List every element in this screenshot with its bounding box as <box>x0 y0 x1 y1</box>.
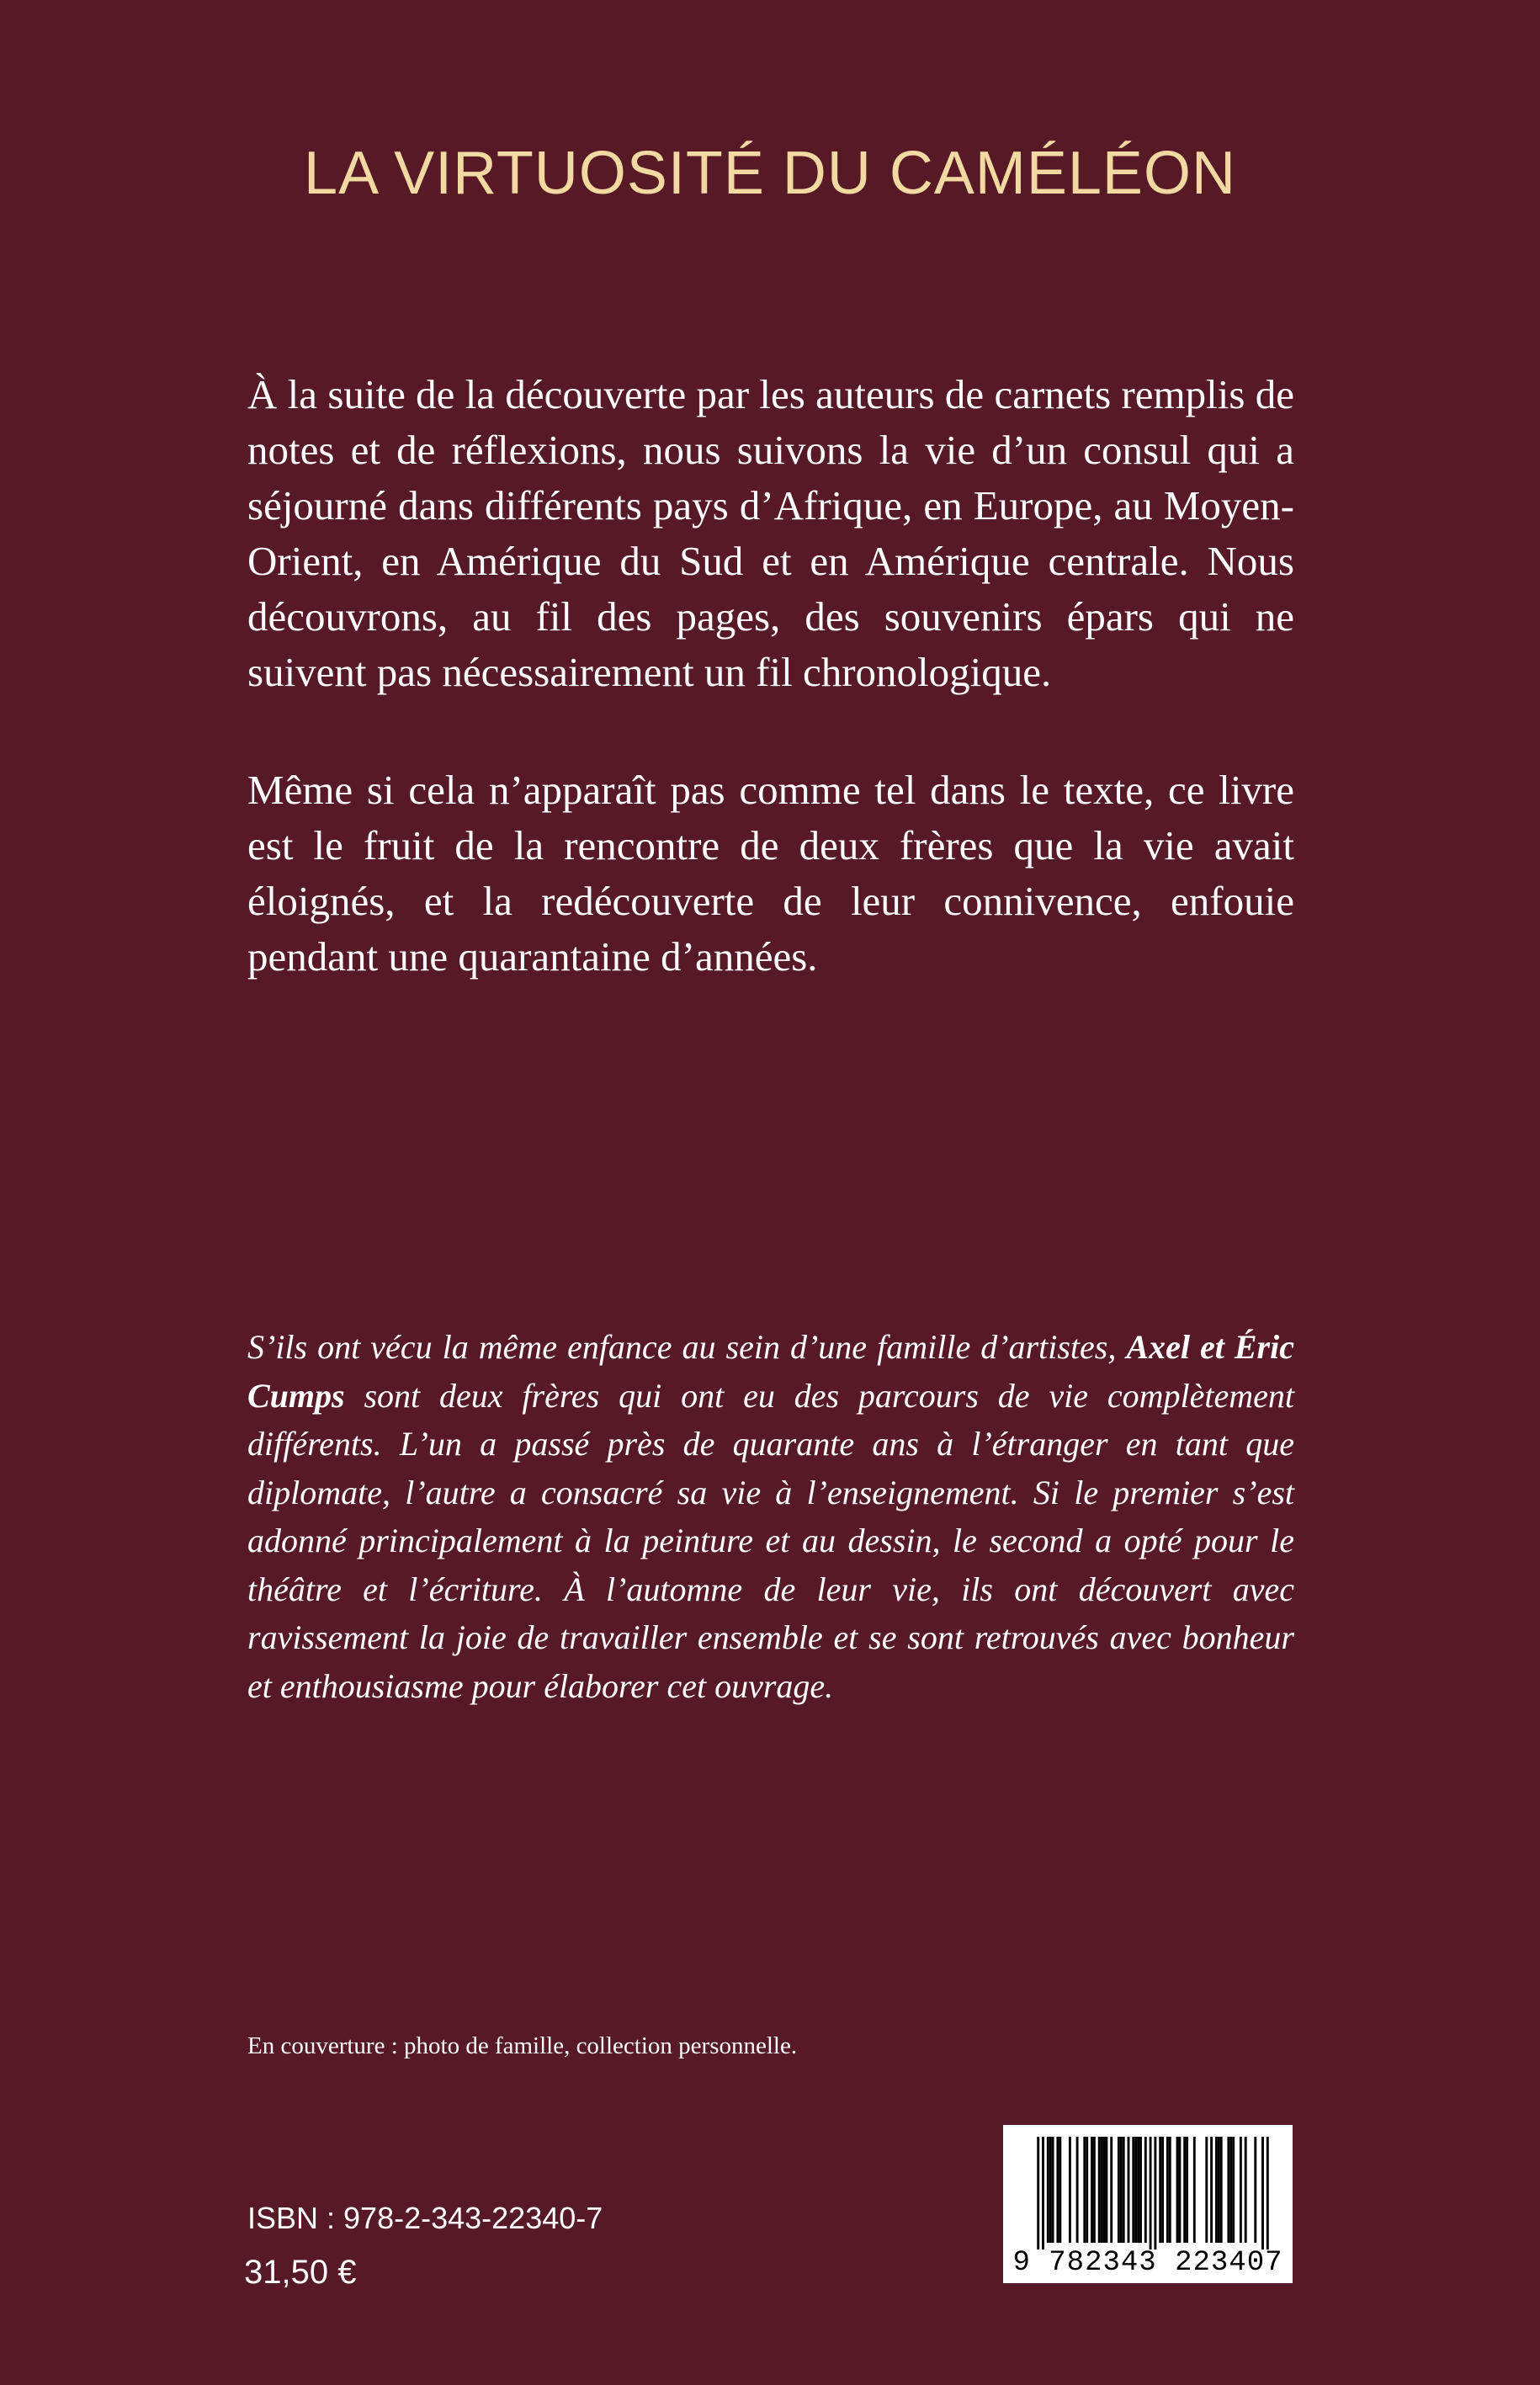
barcode-bar <box>1103 2137 1106 2243</box>
barcode-bar <box>1137 2137 1139 2243</box>
barcode-bar <box>1150 2137 1152 2250</box>
barcode-bar <box>1059 2137 1061 2243</box>
barcode-bar <box>1134 2137 1137 2243</box>
barcode-bar <box>1093 2137 1096 2243</box>
barcode-bar <box>1101 2137 1103 2243</box>
blurb-paragraph-1: À la suite de la découverte par les auteurs de carnets remplis de notes et de réflexions, nous suivons la vie d’un consul qui a séjourné dans différents pays d’Afrique, en Europe, au Moyen-Orient, en Amérique du Sud et en Amérique centrale. Nous découvrons, au fil des pages, des souvenirs épars qui ne suivent pas nécessairement un fil chronologique. <box>247 371 1294 695</box>
author-names: Axel et Éric Cumps <box>247 1328 1294 1415</box>
price: 31,50 € <box>244 2254 357 2291</box>
barcode-bar <box>1069 2137 1071 2243</box>
barcode-bar <box>1076 2137 1079 2243</box>
barcode-bar <box>1176 2137 1179 2243</box>
barcode-bar <box>1139 2137 1142 2243</box>
barcode-bar <box>1227 2137 1229 2243</box>
barcode-bar <box>1056 2137 1059 2243</box>
barcode-bar <box>1154 2137 1156 2250</box>
barcode-bar <box>1193 2137 1196 2243</box>
barcode-bar <box>1098 2137 1101 2243</box>
barcode-bar <box>1042 2137 1044 2250</box>
barcode-bar <box>1123 2137 1125 2243</box>
barcode-bar <box>1144 2137 1147 2243</box>
barcode-bar <box>1132 2137 1134 2243</box>
isbn: ISBN : 978-2-343-22340-7 <box>247 2201 603 2235</box>
barcode-bar <box>1183 2137 1186 2243</box>
barcode-bar <box>1245 2137 1247 2243</box>
barcode-bar <box>1159 2137 1161 2243</box>
barcode-bar <box>1166 2137 1169 2243</box>
barcode-bar <box>1120 2137 1123 2243</box>
barcode-bar <box>1091 2137 1093 2243</box>
barcode-bar <box>1178 2137 1181 2243</box>
barcode <box>1003 2125 1293 2283</box>
barcode-bar <box>1218 2137 1220 2243</box>
barcode-digits: 9 782343 223407 <box>1012 2247 1283 2279</box>
barcode-bar <box>1052 2137 1054 2243</box>
barcode-bar <box>1083 2137 1086 2243</box>
author-bio-rest: sont deux frères qui ont eu des parcours de vie complètement différents. L’un a passé près de quarante ans à l’étranger en tant que diplomate, l’autre a consacré sa vie à l’enseignement. Si le premier s’est adonné principalement à la peinture et au dessin, le second a opté pour le théâtre et l’écriture. À l’automne de leur vie, ils ont découvert avec ravissement la joie de travailler ensemble et se sont retrouvés avec bonheur et enthousiasme pour élaborer cet ouvrage. <box>247 1376 1294 1705</box>
barcode-bar <box>1169 2137 1171 2243</box>
cover-credit: En couverture : photo de famille, collection personnelle. <box>247 2032 798 2059</box>
book-title: LA VIRTUOSITÉ DU CAMÉLÉON <box>304 140 1236 207</box>
barcode-bar <box>1110 2137 1113 2243</box>
barcode-bar <box>1267 2137 1269 2250</box>
barcode-bar <box>1086 2137 1088 2243</box>
barcode-bar <box>1186 2137 1188 2243</box>
barcode-bar <box>1205 2137 1208 2243</box>
author-bio <box>247 1323 1294 1710</box>
barcode-bar <box>1254 2137 1256 2243</box>
barcode-bar <box>1128 2137 1130 2243</box>
barcode-bar <box>1215 2137 1218 2243</box>
barcode-bar <box>1229 2137 1232 2243</box>
author-bio-intro: S’ils ont vécu la même enfance au sein d’une famille d’artistes, <box>247 1328 1127 1366</box>
barcode-bar <box>1220 2137 1223 2243</box>
barcode-bar <box>1261 2137 1264 2250</box>
barcode-bar <box>1240 2137 1242 2243</box>
barcode-bar <box>1118 2137 1120 2243</box>
barcode-bar <box>1049 2137 1052 2243</box>
barcode-bar <box>1232 2137 1235 2243</box>
barcode-bar <box>1047 2137 1049 2243</box>
barcode-bar <box>1210 2137 1213 2243</box>
barcode-bar <box>1037 2137 1039 2250</box>
barcode-bar <box>1105 2137 1107 2243</box>
blurb-paragraph-2: Même si cela n’apparaît pas comme tel dans le texte, ce livre est le fruit de la rencontre de deux frères que la vie avait éloignés, et la redécouverte de leur connivence, enfouie pendant une quarantaine d’années. <box>247 767 1294 980</box>
barcode-bar <box>1161 2137 1164 2243</box>
